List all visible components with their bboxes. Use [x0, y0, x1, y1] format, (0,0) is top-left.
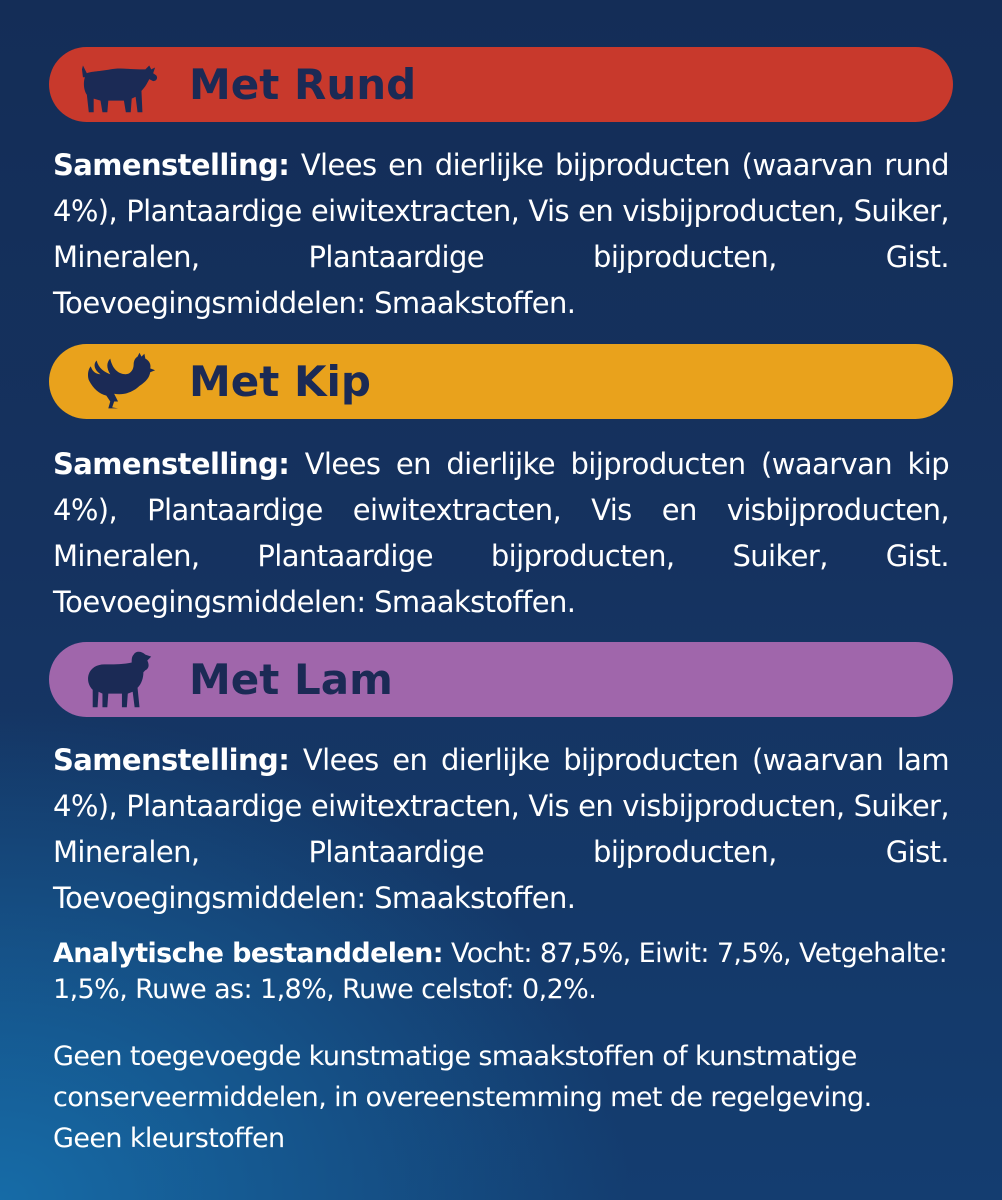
banner-kip [49, 344, 953, 419]
note-line: conserveermiddelen, in overeenstemming met de regelgeving. [53, 1082, 872, 1113]
section-title: Met Kip [189, 356, 371, 406]
ingredients-text: Vlees en dierlijke bijproducten (waarvan kip 4%), Plantaardige eiwitextracten, Vis en visbijproducten, Mineralen, Plantaardige bijproducten, Suiker, Gist. Toevoegingsmiddelen: Smaakstoffen. [53, 447, 949, 619]
ingredients-kip [53, 441, 949, 625]
ingredients-label: Samenstelling: [53, 148, 290, 182]
banner-lam [49, 642, 953, 717]
ingredients-label: Samenstelling: [53, 743, 290, 777]
cow-icon [81, 55, 159, 115]
analysis-label: Analytische bestanddelen: [53, 938, 443, 969]
note-line: Geen kleurstoffen [53, 1123, 285, 1154]
section-title: Met Rund [189, 59, 417, 109]
note-line: Geen toegevoegde kunstmatige smaakstoffen of kunstmatige [53, 1041, 857, 1072]
section-title: Met Lam [189, 654, 393, 704]
banner-rund [49, 47, 953, 122]
lamb-icon [81, 650, 159, 710]
ingredients-lam [53, 737, 949, 921]
ingredients-text: Vlees en dierlijke bijproducten (waarvan rund 4%), Plantaardige eiwitextracten, Vis en visbijproducten, Suiker, Mineralen, Plantaardige bijproducten, Gist. Toevoegingsmiddelen: Smaakstoffen. [53, 148, 949, 320]
ingredients-rund [53, 142, 949, 326]
ingredients-label: Samenstelling: [53, 447, 290, 481]
chicken-icon [81, 352, 159, 412]
analytical-constituents [53, 936, 949, 1008]
additional-notes [53, 1036, 949, 1159]
ingredients-text: Vlees en dierlijke bijproducten (waarvan lam 4%), Plantaardige eiwitextracten, Vis en visbijproducten, Suiker, Mineralen, Plantaardige bijproducten, Gist. Toevoegingsmiddelen: Smaakstoffen. [53, 743, 949, 915]
analysis-text: Vocht: 87,5%, Eiwit: 7,5%, Vetgehalte: 1,5%, Ruwe as: 1,8%, Ruwe celstof: 0,2%. [53, 938, 948, 1005]
